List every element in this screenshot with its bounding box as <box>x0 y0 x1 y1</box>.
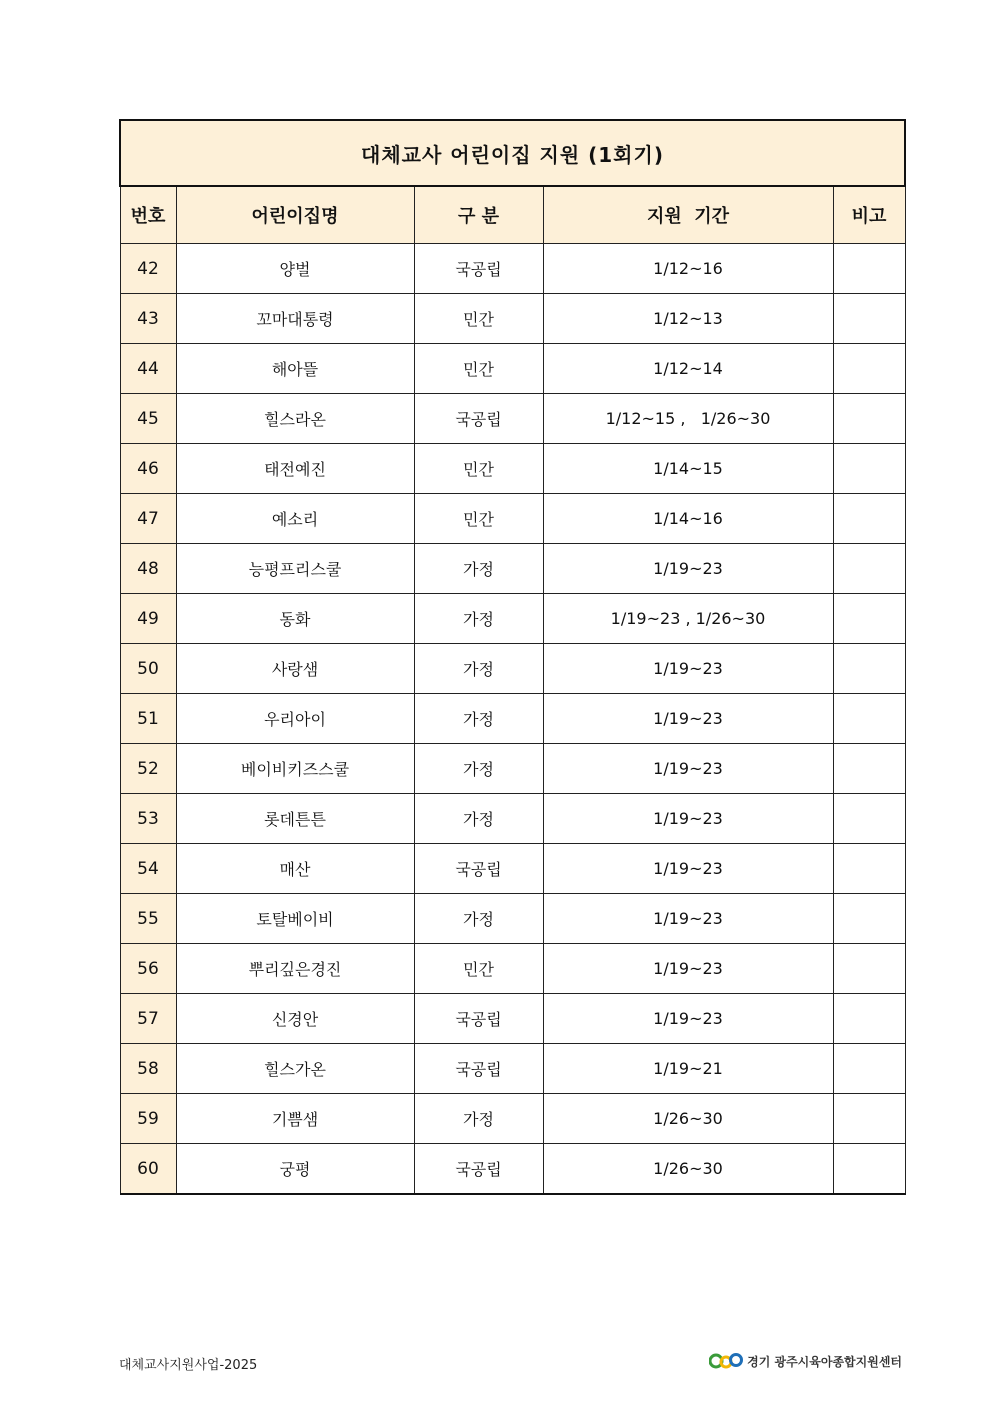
row-daycare-name: 예소리 <box>176 494 414 544</box>
row-daycare-name: 꼬마대통령 <box>176 294 414 344</box>
row-type: 가정 <box>414 894 543 944</box>
row-period: 1/19~21 <box>543 1044 833 1094</box>
row-period: 1/19~23 <box>543 744 833 794</box>
row-type: 국공립 <box>414 844 543 894</box>
row-daycare-name: 토탈베이비 <box>176 894 414 944</box>
row-note <box>833 494 905 544</box>
row-daycare-name: 궁평 <box>176 1144 414 1195</box>
row-period: 1/12~15 , 1/26~30 <box>543 394 833 444</box>
row-number: 43 <box>120 294 176 344</box>
table-row <box>120 794 905 844</box>
row-number: 49 <box>120 594 176 644</box>
table-row <box>120 344 905 394</box>
row-type: 가정 <box>414 594 543 644</box>
row-note <box>833 744 905 794</box>
row-number: 59 <box>120 1094 176 1144</box>
row-note <box>833 644 905 694</box>
row-daycare-name: 뿌리깊은경진 <box>176 944 414 994</box>
row-type: 민간 <box>414 344 543 394</box>
row-type: 가정 <box>414 794 543 844</box>
row-note <box>833 394 905 444</box>
row-number: 45 <box>120 394 176 444</box>
table-row <box>120 1144 905 1195</box>
table-row <box>120 594 905 644</box>
table-row <box>120 544 905 594</box>
row-number: 52 <box>120 744 176 794</box>
row-number: 50 <box>120 644 176 694</box>
row-note <box>833 1044 905 1094</box>
row-period: 1/19~23 <box>543 994 833 1044</box>
row-daycare-name: 베이비키즈스쿨 <box>176 744 414 794</box>
center-logo-icon <box>709 1352 743 1370</box>
footer-center <box>709 1352 902 1370</box>
table-row <box>120 494 905 544</box>
table-row <box>120 1044 905 1094</box>
row-daycare-name: 힐스라온 <box>176 394 414 444</box>
row-type: 국공립 <box>414 994 543 1044</box>
row-number: 53 <box>120 794 176 844</box>
row-daycare-name: 사랑샘 <box>176 644 414 694</box>
row-type: 가정 <box>414 544 543 594</box>
table-row <box>120 894 905 944</box>
table-body <box>120 244 905 1195</box>
support-table <box>119 119 906 1195</box>
table-row <box>120 244 905 294</box>
column-header-period: 지원 기간 <box>543 186 833 244</box>
row-daycare-name: 매산 <box>176 844 414 894</box>
row-number: 44 <box>120 344 176 394</box>
row-period: 1/19~23 <box>543 544 833 594</box>
row-period: 1/12~13 <box>543 294 833 344</box>
row-note <box>833 694 905 744</box>
row-period: 1/12~14 <box>543 344 833 394</box>
row-number: 51 <box>120 694 176 744</box>
row-daycare-name: 힐스가온 <box>176 1044 414 1094</box>
row-number: 47 <box>120 494 176 544</box>
table-row <box>120 1094 905 1144</box>
row-type: 가정 <box>414 644 543 694</box>
row-note <box>833 294 905 344</box>
row-note <box>833 994 905 1044</box>
row-period: 1/14~15 <box>543 444 833 494</box>
row-number: 54 <box>120 844 176 894</box>
table-row <box>120 394 905 444</box>
row-note <box>833 944 905 994</box>
row-period: 1/19~23 <box>543 694 833 744</box>
row-period: 1/26~30 <box>543 1094 833 1144</box>
row-number: 58 <box>120 1044 176 1094</box>
row-period: 1/14~16 <box>543 494 833 544</box>
row-note <box>833 1094 905 1144</box>
row-period: 1/19~23 <box>543 794 833 844</box>
row-daycare-name: 신경안 <box>176 994 414 1044</box>
row-number: 48 <box>120 544 176 594</box>
row-number: 57 <box>120 994 176 1044</box>
row-period: 1/19~23 <box>543 644 833 694</box>
column-header-type: 구 분 <box>414 186 543 244</box>
table-row <box>120 994 905 1044</box>
row-daycare-name: 능평프리스쿨 <box>176 544 414 594</box>
row-period: 1/19~23 <box>543 844 833 894</box>
row-note <box>833 594 905 644</box>
row-type: 민간 <box>414 944 543 994</box>
row-daycare-name: 태전예진 <box>176 444 414 494</box>
row-daycare-name: 우리아이 <box>176 694 414 744</box>
row-daycare-name: 롯데튼튼 <box>176 794 414 844</box>
table-row <box>120 444 905 494</box>
row-note <box>833 444 905 494</box>
column-header-note: 비고 <box>833 186 905 244</box>
row-note <box>833 244 905 294</box>
row-type: 가정 <box>414 1094 543 1144</box>
row-period: 1/12~16 <box>543 244 833 294</box>
row-type: 가정 <box>414 744 543 794</box>
row-type: 민간 <box>414 294 543 344</box>
row-type: 민간 <box>414 494 543 544</box>
row-number: 46 <box>120 444 176 494</box>
table-row <box>120 944 905 994</box>
column-header-name: 어린이집명 <box>176 186 414 244</box>
row-note <box>833 894 905 944</box>
row-type: 국공립 <box>414 244 543 294</box>
row-daycare-name: 양벌 <box>176 244 414 294</box>
row-number: 60 <box>120 1144 176 1195</box>
row-period: 1/19~23 <box>543 894 833 944</box>
table-row <box>120 644 905 694</box>
row-note <box>833 544 905 594</box>
row-number: 42 <box>120 244 176 294</box>
row-note <box>833 344 905 394</box>
row-type: 국공립 <box>414 1144 543 1195</box>
row-daycare-name: 동화 <box>176 594 414 644</box>
table-title: 대체교사 어린이집 지원 (1회기) <box>120 120 905 186</box>
table-row <box>120 744 905 794</box>
row-type: 민간 <box>414 444 543 494</box>
row-note <box>833 794 905 844</box>
row-note <box>833 844 905 894</box>
row-period: 1/26~30 <box>543 1144 833 1195</box>
footer-program-label: 대체교사지원사업-2025 <box>119 1358 258 1373</box>
row-type: 국공립 <box>414 1044 543 1094</box>
row-note <box>833 1144 905 1195</box>
table-row <box>120 694 905 744</box>
table-row <box>120 844 905 894</box>
table-row <box>120 294 905 344</box>
row-type: 국공립 <box>414 394 543 444</box>
row-number: 56 <box>120 944 176 994</box>
row-type: 가정 <box>414 694 543 744</box>
row-period: 1/19~23 , 1/26~30 <box>543 594 833 644</box>
row-period: 1/19~23 <box>543 944 833 994</box>
row-number: 55 <box>120 894 176 944</box>
row-daycare-name: 기쁨샘 <box>176 1094 414 1144</box>
column-header-number: 번호 <box>120 186 176 244</box>
row-daycare-name: 해아뜰 <box>176 344 414 394</box>
footer-center-name: 경기 광주시육아종합지원센터 <box>747 1354 902 1369</box>
